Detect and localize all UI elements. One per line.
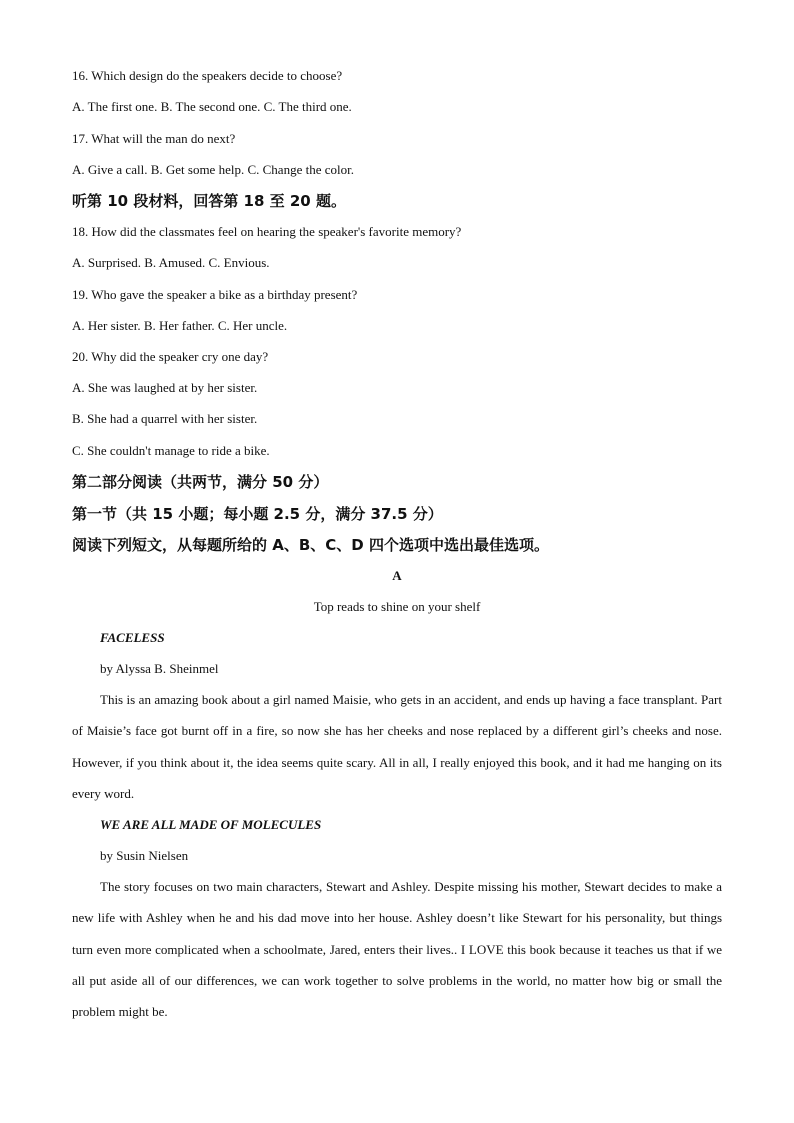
question-16-options: A. The first one. B. The second one. C. The third one.: [72, 99, 352, 114]
part-two-heading: 第二部分阅读（共两节，满分 50 分）: [72, 473, 329, 491]
question-20: 20. Why did the speaker cry one day?: [72, 349, 269, 364]
book-1-author: by Alyssa B. Sheinmel: [100, 661, 219, 676]
section-10-heading: 听第 10 段材料，回答第 18 至 20 题。: [72, 192, 346, 210]
question-20-option-b: B. She had a quarrel with her sister.: [72, 411, 258, 426]
question-16: 16. Which design do the speakers decide to choose?: [72, 68, 343, 83]
book-1-title: FACELESS: [100, 630, 165, 645]
question-18-options: A. Surprised. B. Amused. C. Envious.: [72, 255, 270, 270]
question-19: 19. Who gave the speaker a bike as a birthday present?: [72, 287, 358, 302]
question-17-options: A. Give a call. B. Get some help. C. Change the color.: [72, 162, 354, 177]
section-one-heading: 第一节（共 15 小题；每小题 2.5 分，满分 37.5 分）: [72, 505, 443, 523]
book-2-author: by Susin Nielsen: [100, 848, 189, 863]
question-19-options: A. Her sister. B. Her father. C. Her uncle.: [72, 318, 288, 333]
book-2-title: WE ARE ALL MADE OF MOLECULES: [100, 817, 322, 832]
book-1-review: This is an amazing book about a girl named Maisie, who gets in an accident, and ends up having a face transplant. Part of Maisie’s face got burnt off in a fire, so now she has her cheeks and nose replaced by a different girl’s cheeks and nose. However, if you think about it, the idea seems quite scary. All in all, I really enjoyed this book, and it had me hanging on its every word.: [72, 692, 722, 801]
question-17: 17. What will the man do next?: [72, 131, 236, 146]
reading-instructions: 阅读下列短文，从每题所给的 A、B、C、D 四个选项中选出最佳选项。: [72, 536, 549, 554]
question-20-option-a: A. She was laughed at by her sister.: [72, 380, 258, 395]
passage-letter: A: [392, 568, 402, 583]
passage-title: Top reads to shine on your shelf: [313, 599, 481, 614]
book-2-review: The story focuses on two main characters, Stewart and Ashley. Despite missing his mother, Stewart decides to make a new life with Ashley when he and his dad move into her house. Ashley doesn’t like Stewart for his personality, but things turn even more complicated when a schoolmate, Jared, enters their lives.. I LOVE this book because it teaches us that if we all put aside all of our differences, we can work together to solve problems in the world, no matter how big or small the problem might be.: [72, 879, 722, 1020]
question-18: 18. How did the classmates feel on hearing the speaker's favorite memory?: [72, 224, 462, 239]
question-20-option-c: C. She couldn't manage to ride a bike.: [72, 443, 270, 458]
